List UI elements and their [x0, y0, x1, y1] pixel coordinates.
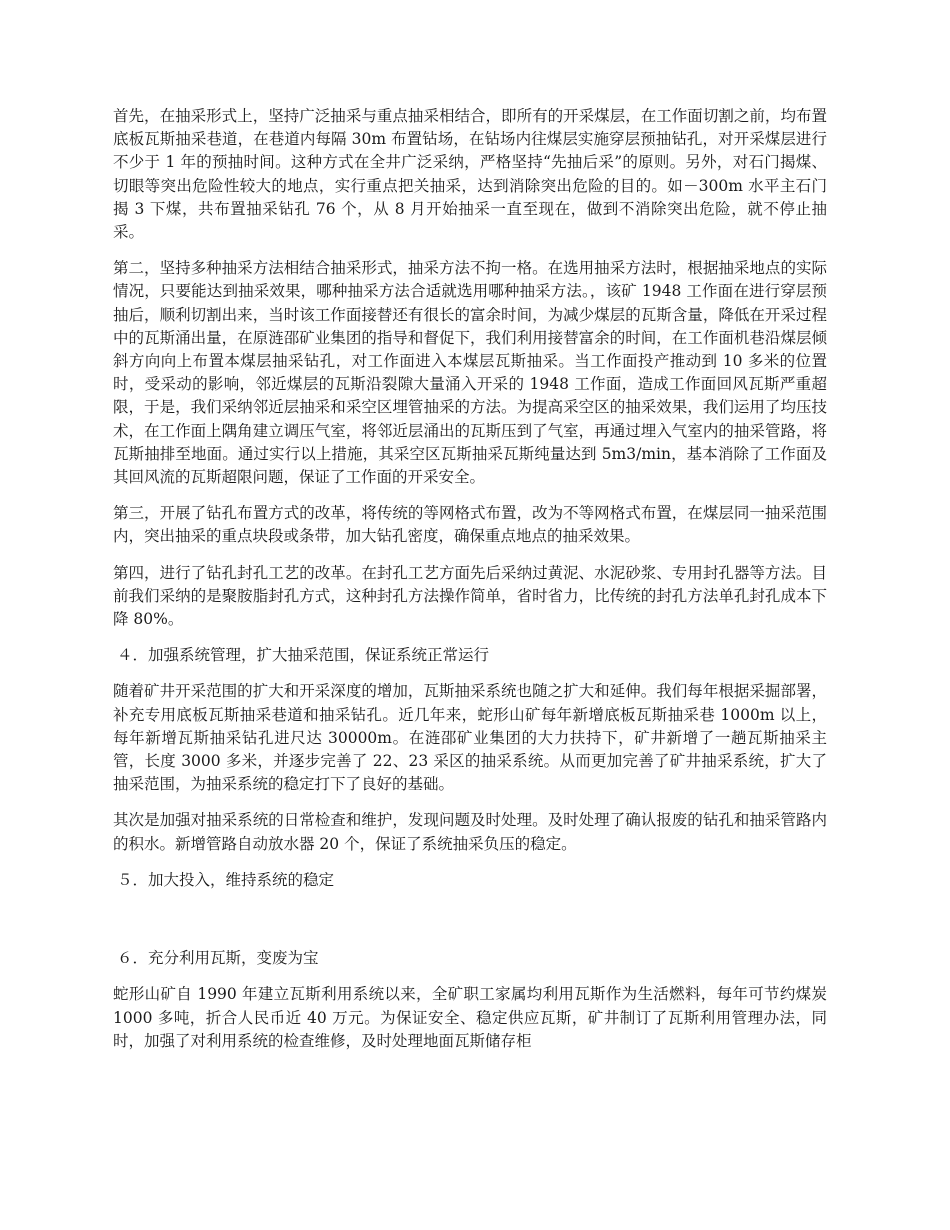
document-body — [113, 105, 827, 1066]
paragraph-gas-utilization: 蛇形山矿自 1990 年建立瓦斯利用系统以来，全矿职工家属均利用瓦斯作为生活燃料，每年可节约煤炭 1000 多吨，折合人民币近 40 万元。为保证安全、稳定供应瓦斯，矿井制订了瓦斯利用管理办法，同时，加强了对利用系统的检查维修，及时处理地面瓦斯储存柜 — [113, 985, 827, 1050]
blank-gap — [113, 905, 827, 947]
paragraph-system-expansion: 随着矿井开采范围的扩大和开采深度的增加，瓦斯抽采系统也随之扩大和延伸。我们每年根据采掘部署，补充专用底板瓦斯抽采巷道和抽采钻孔。近几年来，蛇形山矿每年新增底板瓦斯抽采巷 1000m 以上，每年新增瓦斯抽采钻孔进尺达 30000m。在涟邵矿业集团的大力扶持下，矿井新增了一趟瓦斯抽采主管，长度 3000 多米，并逐步完善了 22、23 采区的抽采系统。从而更加完善了矿井抽采系统，扩大了抽采范围，为抽采系统的稳定打下了良好的基础。 — [113, 682, 827, 794]
paragraph-borehole-layout: 第三，开展了钻孔布置方式的改革，将传统的等网格式布置，改为不等网格式布置，在煤层同一抽采范围内，突出抽采的重点块段或条带，加大钻孔密度，确保重点地点的抽采效果。 — [113, 504, 827, 546]
section-heading-5: ５．加大投入，维持系统的稳定 — [117, 870, 335, 889]
paragraph-multiple-methods: 第二，坚持多种抽采方法相结合抽采形式，抽采方法不拘一格。在选用抽采方法时，根据抽采地点的实际情况，只要能达到抽采效果，哪种抽采方法合适就选用哪种抽采方法。，该矿 1948 工作面在进行穿层预抽后，顺利切割出来，当时该工作面接替还有很长的富余时间，为减少煤层的瓦斯含量，降低在开采过程中的瓦斯涌出量，在原涟邵矿业集团的指导和督促下，我们利用接替富余的时间，在工作面机巷沿煤层倾斜方向向上布置本煤层抽采钻孔，对工作面进入本煤层瓦斯抽采。当工作面投产推动到 10 多米的位置时，受采动的影响，邻近煤层的瓦斯沿裂隙大量涌入开采的 1948 工作面，造成工作面回风瓦斯严重超限，于是，我们采纳邻近层抽采和采空区埋管抽采的方法。为提高采空区的抽采效果，我们运用了均压技术，在工作面上隅角建立调压气室，将邻近层涌出的瓦斯压到了气室，再通过埋入气室内的抽采管路，将瓦斯抽排至地面。通过实行以上措施，其采空区瓦斯抽采瓦斯纯量达到 5m3/min，基本消除了工作面及其回风流的瓦斯超限问题，保证了工作面的开采安全。 — [113, 259, 827, 487]
paragraph-maintenance: 其次是加强对抽采系统的日常检查和维护，发现问题及时处理。及时处理了确认报废的钻孔和抽采管路内的积水。新增管路自动放水器 20 个，保证了系统抽采负压的稳定。 — [113, 811, 827, 853]
section-heading-6: ６．充分利用瓦斯，变废为宝 — [117, 949, 319, 968]
paragraph-extraction-form: 首先，在抽采形式上，坚持广泛抽采与重点抽采相结合，即所有的开采煤层，在工作面切割之前，均布置底板瓦斯抽采巷道，在巷道内每隔 30m 布置钻场，在钻场内往煤层实施穿层预抽钻孔，对开采煤层进行不少于 1 年的预抽时间。这种方式在全井广泛采纳，严格坚持“先抽后采”的原则。另外，对石门揭煤、切眼等突出危险性较大的地点，实行重点把关抽采，达到消除突出危险的目的。如－300m 水平主石门揭 3 下煤，共布置抽采钻孔 76 个，从 8 月开始抽采一直至现在，做到不消除突出危险，就不停止抽采。 — [113, 107, 827, 242]
paragraph-sealing-process: 第四，进行了钻孔封孔工艺的改革。在封孔工艺方面先后采纳过黄泥、水泥砂浆、专用封孔器等方法。目前我们采纳的是聚胺脂封孔方式，这种封孔方法操作简单，省时省力，比传统的封孔方法单孔封孔成本下降 80%。 — [113, 563, 827, 629]
section-heading-4: ４．加强系统管理，扩大抽采范围，保证系统正常运行 — [117, 646, 490, 665]
